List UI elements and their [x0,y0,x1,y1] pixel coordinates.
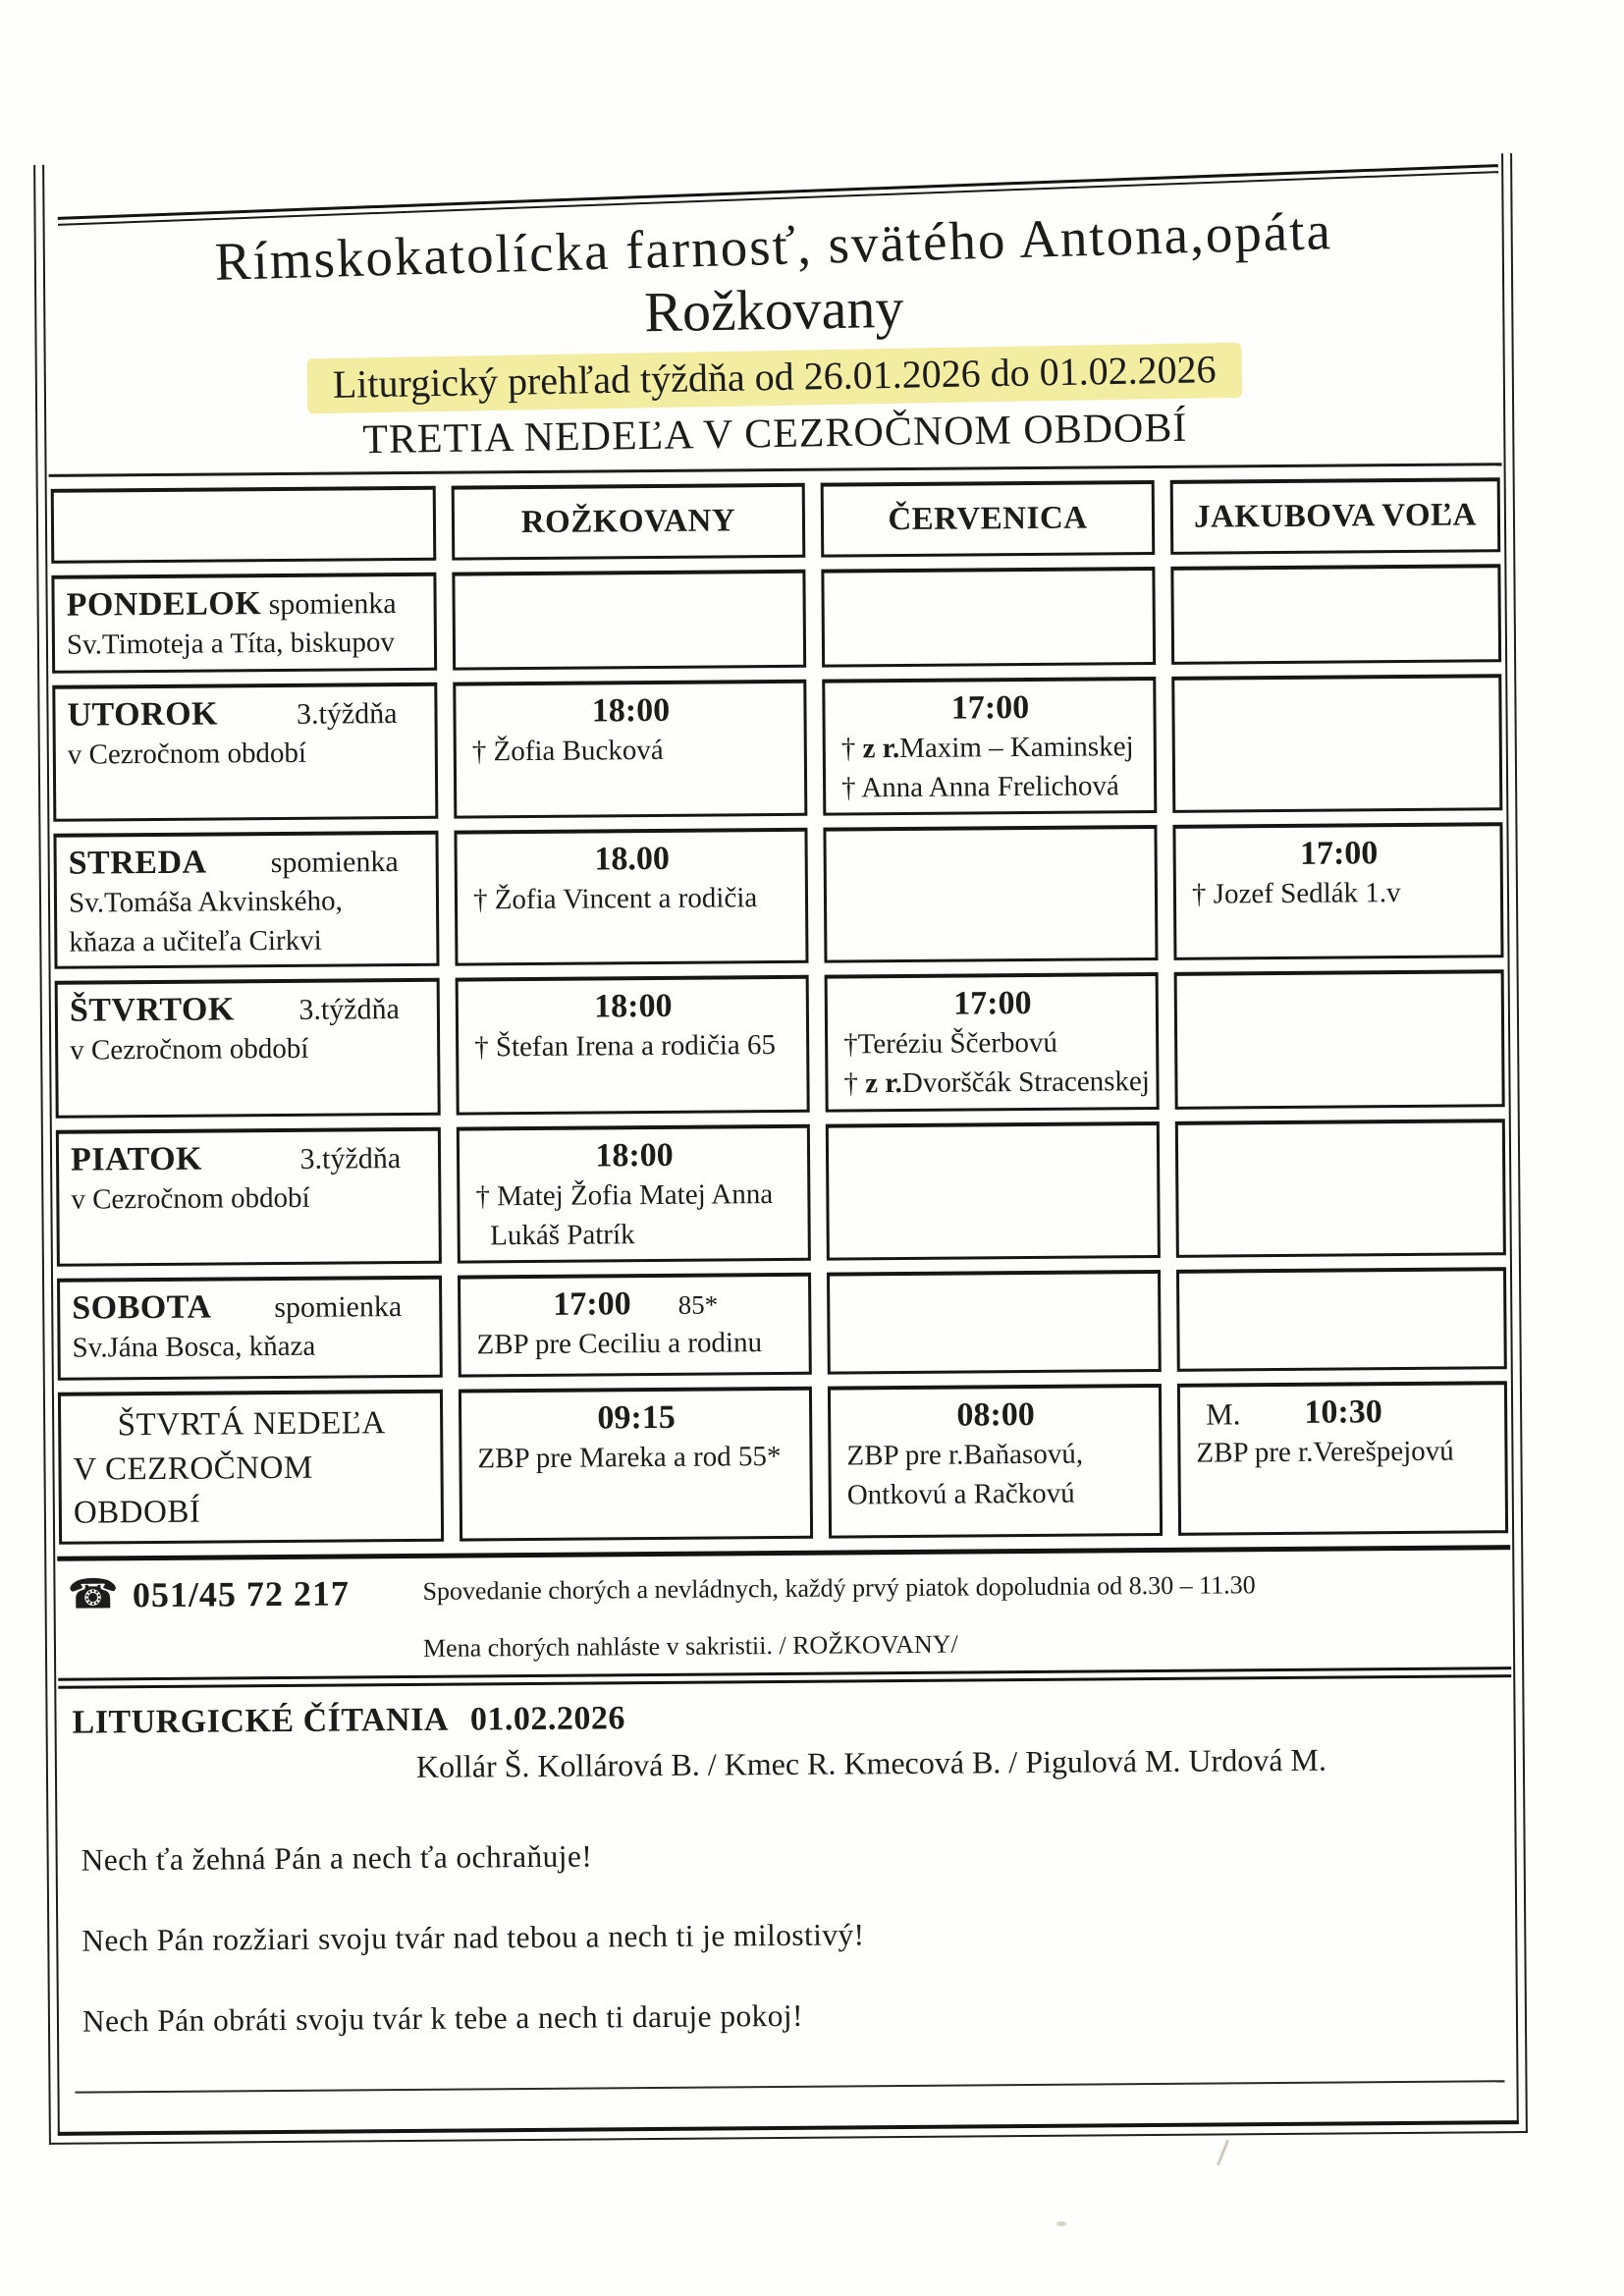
mass-intention: ZBP pre Mareka a rod 55* [477,1441,782,1475]
day-header [67,694,424,735]
day-subtitle: kňaza a učiteľa Cirkvi [69,924,322,958]
confession-note-line: Mena chorých nahláste v sakristii. / ROŽKOVANY/ [422,1629,958,1664]
corner-cell [51,486,437,564]
day-tag: spomienka [268,586,397,622]
mass-time: 18:00 [595,1136,674,1174]
phone-number: 051/45 72 217 [132,1573,351,1614]
blessings [74,1831,1505,2084]
column-header [821,480,1156,558]
mass-time-line [469,1135,799,1175]
mass-cell [1170,564,1501,665]
mass-cell [458,1273,812,1378]
mass-intention [836,728,1146,768]
day-subtitle: Sv.Timoteja a Títa, biskupov [66,627,396,661]
blessing-line: Nech Pán obráti svoju tvár k tebe a nech ti daruje pokoj! [81,1997,804,2039]
day-subtitle: Sv.Tomáša Akvinského, [68,885,343,920]
readings-section [58,1674,1515,2131]
day-name: ŠTVRTOK [69,991,235,1029]
day-name: PONDELOK [66,585,262,624]
day-title-2: V CEZROČNOM OBDOBÍ [73,1449,313,1531]
day-subtitle: v Cezročnom období [67,737,307,771]
mass-cell [1171,674,1502,813]
mass-cell [828,1384,1163,1538]
mass-intention: † Anna Anna Frelichová [840,770,1119,804]
mass-time-note: 85* [677,1289,719,1320]
table-row [55,969,1505,1118]
column-header-label: ČERVENICA [888,500,1088,538]
mass-cell [456,975,810,1115]
readings-title: LITURGICKÉ ČÍTANIA [72,1701,450,1741]
parish-title: Rímskokatolícka farnosť, svätého Antona,opáta [213,200,1333,292]
mass-cell [827,1270,1162,1375]
parish-schedule-document [33,153,1528,2145]
column-header [1170,477,1501,555]
mass-cell [821,567,1156,668]
mass-cell [1175,1119,1506,1258]
confession-note-line: Spovedanie chorých a nevládnych, každý prvý piatok dopoludnia od 8.30 – 11.30 [422,1569,1256,1606]
table-row [53,823,1503,969]
mass-intention: ZBP pre r.Baňasovú, [846,1438,1084,1472]
mass-time-line [467,840,797,880]
scan-artifact-mark [1217,2139,1229,2165]
day-title: ŠTVRTÁ NEDEĽA [117,1405,386,1444]
mass-intention: † Matej Žofia Matej Anna [475,1177,774,1212]
mass-time: 18:00 [594,987,673,1025]
mass-time-line [1190,1393,1496,1432]
scan-artifact-mark [1056,2221,1066,2226]
day-cell [58,1390,444,1545]
mass-time: 17:00 [553,1285,631,1323]
phone-icon: ☎ [67,1571,120,1618]
mass-time: 08:00 [956,1396,1035,1434]
day-tag: 3.týždňa [296,696,398,731]
mass-cell [822,677,1157,816]
readings-heading [72,1693,1501,1741]
mass-time: 17:00 [950,688,1030,727]
mass-intention: Lukáš Patrík [475,1218,635,1252]
column-header [452,483,806,561]
day-tag: 3.týždňa [298,993,400,1026]
mass-time-line [835,688,1145,728]
day-tag: 3.týždňa [299,1141,402,1175]
text-segment: † [843,1067,866,1100]
schedule-table [49,465,1511,1556]
mass-intention [838,1063,1151,1103]
document-header [46,196,1501,477]
mass-cell [1172,823,1503,960]
day-header [71,1138,428,1178]
mass-time-line [840,1395,1151,1435]
mass-cell [457,1123,811,1263]
day-subtitle: v Cezročnom období [71,1181,310,1216]
blessing-line: Nech Pán rozžiari svoju tvár nad tebou a nech ti je milostivý! [81,1917,865,1958]
mass-time: 18.00 [594,841,671,878]
table-row [58,1381,1508,1544]
mass-intention: † Štefan Irena a rodičia 65 [474,1029,777,1064]
sunday-title: TRETIA NEDEĽA V CEZROČNOM OBDOBÍ [361,405,1188,463]
mass-intention: †Teréziu Ščerbovú [843,1026,1058,1061]
day-cell [51,573,437,674]
day-cell [57,1276,443,1381]
mass-time: 09:15 [597,1398,676,1437]
mass-time-line [468,987,798,1027]
document-content [46,196,1514,2131]
mass-time: 17:00 [953,984,1032,1022]
day-cell [56,1126,442,1267]
text-segment: Maxim – Kaminskej [899,731,1134,764]
day-subtitle: Sv.Jána Bosca, kňaza [72,1330,316,1364]
parish-name: Rožkovany [643,275,904,344]
mass-cell [1176,1267,1507,1372]
day-name: STREDA [68,845,207,883]
mass-cell [825,972,1160,1112]
mass-time-line [465,691,795,732]
confession-notes [422,1565,1256,1666]
table-header-row [51,477,1501,564]
mass-cell [1174,969,1505,1109]
mass-cell [452,570,806,671]
day-cell [55,978,441,1119]
mass-time: 17:00 [1299,835,1379,873]
day-header [66,584,423,625]
day-subtitle: v Cezročnom období [70,1032,309,1066]
mass-cell [454,828,808,965]
table-row [52,674,1502,822]
text-segment: z r. [865,1067,902,1100]
mass-time-line [1186,835,1492,874]
mass-time: 18:00 [591,691,671,730]
blessing-line: Nech ťa žehná Pán a nech ťa ochraňuje! [81,1838,593,1878]
mass-intention: ZBP pre r.Verešpejovú [1196,1435,1454,1469]
table-row [56,1119,1506,1267]
mass-time-line [470,1285,800,1325]
mass-intention: † Žofia Bucková [471,734,664,768]
phone-group [67,1572,422,1616]
table-row [57,1267,1507,1381]
day-cell [53,831,439,969]
mass-intention: † Žofia Vincent a rodičia [472,882,758,916]
mass-cell [826,1121,1161,1260]
mass-cell [823,825,1158,962]
mass-cell [1177,1381,1508,1535]
day-name: PIATOK [70,1140,203,1178]
table-row [51,564,1501,674]
week-overview-highlight: Liturgický prehľad týždňa od 26.01.2026 do 01.02.2026 [306,342,1242,413]
day-tag: spomienka [270,846,399,880]
contact-band [57,1545,1511,1681]
day-name: SOBOTA [72,1288,212,1327]
day-header [69,843,426,883]
day-tag: spomienka [274,1290,403,1325]
mass-time-prefix: M. [1205,1396,1241,1432]
mass-time-line [471,1398,801,1439]
day-header [72,1287,429,1328]
day-cell [52,683,438,823]
mass-cell [459,1387,813,1541]
text-segment: † [840,733,863,765]
day-name: UTOROK [67,695,219,734]
mass-time-line [838,984,1148,1023]
column-header-label: JAKUBOVA VOĽA [1193,497,1478,535]
column-header-label: ROŽKOVANY [520,503,736,540]
mass-intention: ZBP pre Ceciliu a rodinu [476,1327,763,1361]
mass-intention: † Jozef Sedlák 1.v [1191,877,1401,911]
day-header [70,990,427,1030]
mass-intention: Ontkovú a Račkovú [846,1477,1075,1511]
text-segment: Dvorščák Stracenskej [901,1066,1151,1100]
readings-date: 01.02.2026 [469,1699,626,1738]
mass-cell [453,680,807,819]
text-segment: z r. [862,732,900,765]
lectors-list: Kollár Š. Kollárová B. / Kmec R. Kmecová B. / Pigulová M. Urdová M. [415,1741,1327,1784]
mass-time: 10:30 [1304,1394,1382,1431]
